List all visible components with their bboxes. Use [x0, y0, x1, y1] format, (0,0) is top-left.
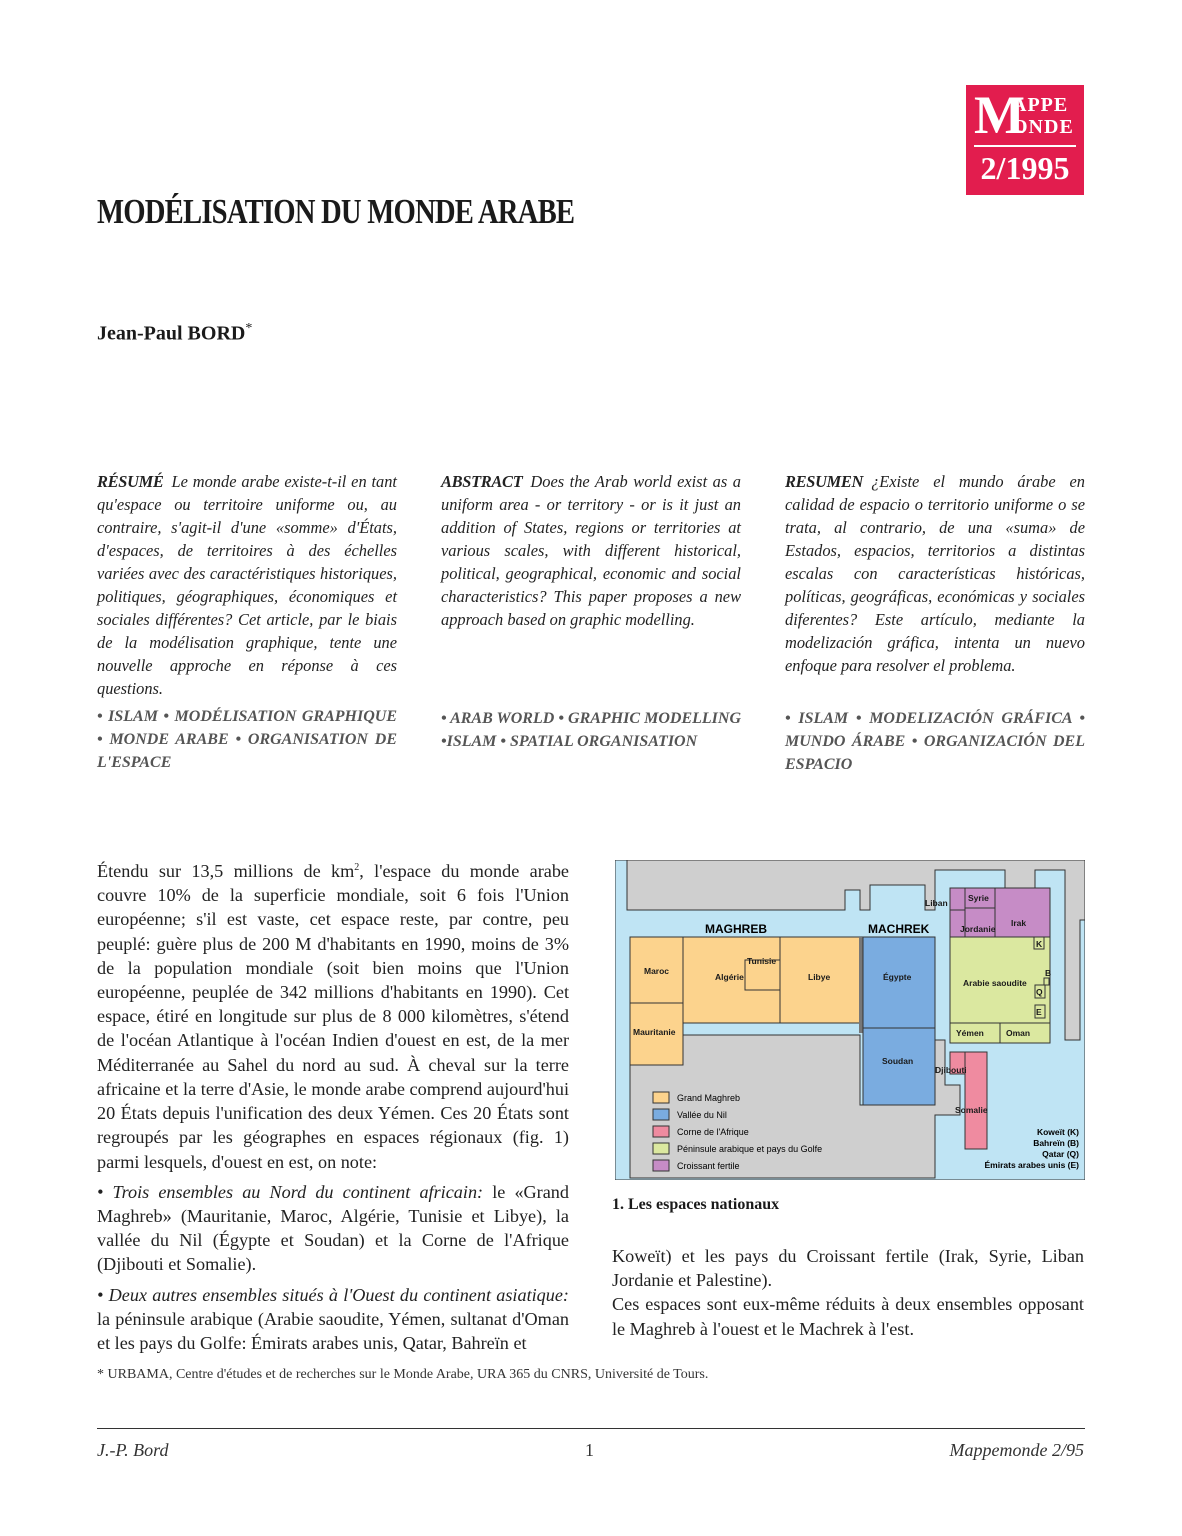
keywords-fr: • ISLAM • MODÉLISATION GRAPHIQUE • MONDE ARABE • ORGANISATION DE L'ESPACE — [97, 708, 397, 771]
body-left-column — [97, 856, 569, 1355]
body-right-column — [612, 1244, 1084, 1341]
page-number: 1 — [585, 1440, 594, 1460]
body-paragraph-2 — [97, 1180, 569, 1277]
body-p2-lead: • Trois ensembles au Nord du continent africain: — [97, 1181, 484, 1202]
figure-caption: 1. Les espaces nationaux — [612, 1196, 780, 1213]
label-syrie: Syrie — [968, 893, 989, 903]
label-somalie: Somalie — [955, 1105, 988, 1115]
legend-label-peninsule: Péninsule arabique et pays du Golfe — [677, 1144, 823, 1154]
logo-issue: 2/1995 — [980, 150, 1070, 186]
label-yemen: Yémen — [956, 1028, 984, 1038]
abstract-en-label: ABSTRACT — [441, 472, 523, 491]
journal-logo — [966, 85, 1084, 195]
label-machrek: MACHREK — [868, 922, 930, 936]
logo-big-letter: M — [974, 85, 1025, 145]
map-somalie — [965, 1052, 987, 1149]
footer-divider — [97, 1428, 1085, 1429]
legend-swatch-peninsule — [653, 1143, 669, 1154]
abstract-fr-label: RÉSUMÉ — [97, 472, 164, 491]
label-soudan: Soudan — [882, 1056, 914, 1066]
label-arabie-saoudite: Arabie saoudite — [963, 978, 1027, 988]
abstract-fr — [97, 470, 397, 700]
label-tunisie: Tunisie — [747, 956, 777, 966]
body-paragraph-3 — [97, 1283, 569, 1356]
legend-label-corne: Corne de l'Afrique — [677, 1127, 749, 1137]
label-irak: Irak — [1011, 918, 1027, 928]
label-maghreb: MAGHREB — [705, 922, 767, 936]
label-libye: Libye — [808, 972, 831, 982]
label-algerie: Algérie — [715, 972, 744, 982]
map-liban — [950, 888, 965, 910]
legend-label-maghreb: Grand Maghreb — [677, 1093, 741, 1103]
page-title: MODÉLISATION DU MONDE ARABE — [97, 192, 575, 231]
legend-label-nil: Vallée du Nil — [677, 1110, 727, 1120]
footer-journal: Mappemonde 2/95 — [949, 1440, 1084, 1460]
label-djibouti: Djibouti — [935, 1065, 967, 1075]
body-paragraph-4: Koweït) et les pays du Croissant fertile (Irak, Syrie, Liban Jordanie et Palestine). — [612, 1246, 1084, 1291]
body-p1-start: Étendu sur 13,5 millions de km — [97, 861, 355, 882]
maghreb-machrek-divider — [859, 937, 863, 1033]
label-egypte: Égypte — [883, 972, 912, 982]
abstract-fr-text: Le monde arabe existe-t-il en tant qu'espace ou territoire uniforme ou, au contraire, s'agit-il d'une «somme» d'États, d'espaces, de territoires à des échelles variées avec des caractéristiques historiques, politiques, géographiques, économiques et sociales différentes? Cet article, par le biais de la modélisation graphique, tente une nouvelle approche en réponse à ces questions. — [97, 472, 397, 698]
body-p3-text: la péninsule arabique (Arabie saoudite, Yémen, sultanat d'Oman et les pays du Golfe: Émirats arabes unis, Qatar, Bahreïn et — [97, 1308, 569, 1353]
label-emirats: E — [1036, 1007, 1042, 1017]
label-liban: Liban — [925, 898, 948, 908]
label-oman: Oman — [1006, 1028, 1031, 1038]
footnote: * URBAMA, Centre d'études et de recherches sur le Monde Arabe, URA 365 du CNRS, Université de Tours. — [97, 1367, 709, 1382]
label-koweit: K — [1036, 939, 1043, 949]
note-bahrein: Bahreïn (B) — [1033, 1138, 1079, 1148]
map-irak — [995, 888, 1050, 937]
abstract-en-text: Does the Arab world exist as a uniform area - or territory - or is it just an addition of States, regions or territories at various scales, with different historical, political, geographical, economic and social characteristics? This paper proposes a new approach based on graphic modelling. — [441, 472, 741, 629]
label-mauritanie: Mauritanie — [633, 1027, 676, 1037]
figure-1 — [615, 860, 1085, 1180]
note-koweit: Koweït (K) — [1036, 1127, 1079, 1137]
abstract-es-label: RESUMEN — [785, 472, 864, 491]
body-paragraph-5: Ces espaces sont eux-même réduits à deux ensembles opposant le Maghreb à l'ouest et le Machrek à l'est. — [612, 1294, 1084, 1339]
legend-label-croissant: Croissant fertile — [677, 1161, 740, 1171]
note-qatar: Qatar (Q) — [1042, 1149, 1079, 1159]
body-p1-sup: 2 — [354, 862, 360, 873]
figure-map — [615, 860, 1085, 1180]
abstract-es — [785, 470, 1085, 677]
keywords-es: • ISLAM • MODELIZACIÓN GRÁFICA • MUNDO ÁRABE • ORGANIZACIÓN DEL ESPACIO — [785, 710, 1085, 773]
body-p2-text: le «Grand Maghreb» (Mauritanie, Maroc, Algérie, Tunisie et Libye), la vallée du Nil (Égypte et Soudan) et la Corne de l'Afrique (Djibouti et Somalie). — [97, 1181, 569, 1275]
map-bahrein — [1044, 978, 1049, 985]
logo-line-1: APPE — [1012, 94, 1069, 116]
label-jordanie: Jordanie — [960, 924, 996, 934]
label-bahrein: B — [1045, 968, 1052, 978]
logo-divider — [974, 145, 1076, 147]
legend-swatch-nil — [653, 1109, 669, 1120]
author-name: Jean-Paul BORD — [97, 322, 246, 345]
keywords-en: • ARAB WORLD • GRAPHIC MODELLING •ISLAM • SPATIAL ORGANISATION — [441, 710, 741, 750]
legend-swatch-maghreb — [653, 1092, 669, 1103]
logo-line-2: ONDE — [1012, 116, 1074, 138]
footer-author: J.-P. Bord — [97, 1440, 169, 1460]
abstract-en — [441, 470, 741, 631]
body-p3-lead: • Deux autres ensembles situés à l'Ouest du continent asiatique: — [97, 1284, 569, 1305]
map-egypte — [863, 937, 935, 1028]
legend-swatch-croissant — [653, 1160, 669, 1171]
author — [97, 321, 252, 346]
note-emirats: Émirats arabes unis (E) — [984, 1160, 1079, 1170]
legend-swatch-corne — [653, 1126, 669, 1137]
label-qatar: Q — [1036, 987, 1043, 997]
label-maroc: Maroc — [644, 966, 670, 976]
abstract-es-text: ¿Existe el mundo árabe en calidad de espacio o territorio uniforme o se trata, al contrario, de una «suma» de Estados, espacios, territorios a distintas escalas con características históricas, políticas, geográficas, económicas y sociales diferentes? Este artículo, mediante la modelización gráfica, intenta un nuevo enfoque para resolver el problema. — [785, 472, 1085, 675]
author-note-mark: * — [245, 321, 253, 336]
map-soudan — [863, 1028, 935, 1105]
body-p1-rest: , l'espace du monde arabe couvre 10% de la superficie mondiale, soit 6 fois l'Union européenne; s'il est vaste, cet espace reste, par contre, peu peuplé: guère plus de 200 M d'habitants en 1990, moins de 3% de la population mondiale (soit bien moins que l'Union européenne, peuplée de 342 millions d'habitants en 1990). Cet espace, étiré en longitude sur plus de 8 000 kilomètres, s'étend de l'océan Atlantique à l'océan Indien d'ouest en est, de la mer Méditerranée au Sahel du nord au sud. À cheval sur la terre africaine et la terre d'Asie, le monde arabe comprend aujourd'hui 20 États depuis l'unification des deux Yémen. Ces 20 États sont regroupés par les géographes en espaces régionaux (fig. 1) parmi lesquels, d'ouest en est, on note: — [97, 861, 569, 1172]
body-paragraph-1 — [97, 856, 569, 1174]
